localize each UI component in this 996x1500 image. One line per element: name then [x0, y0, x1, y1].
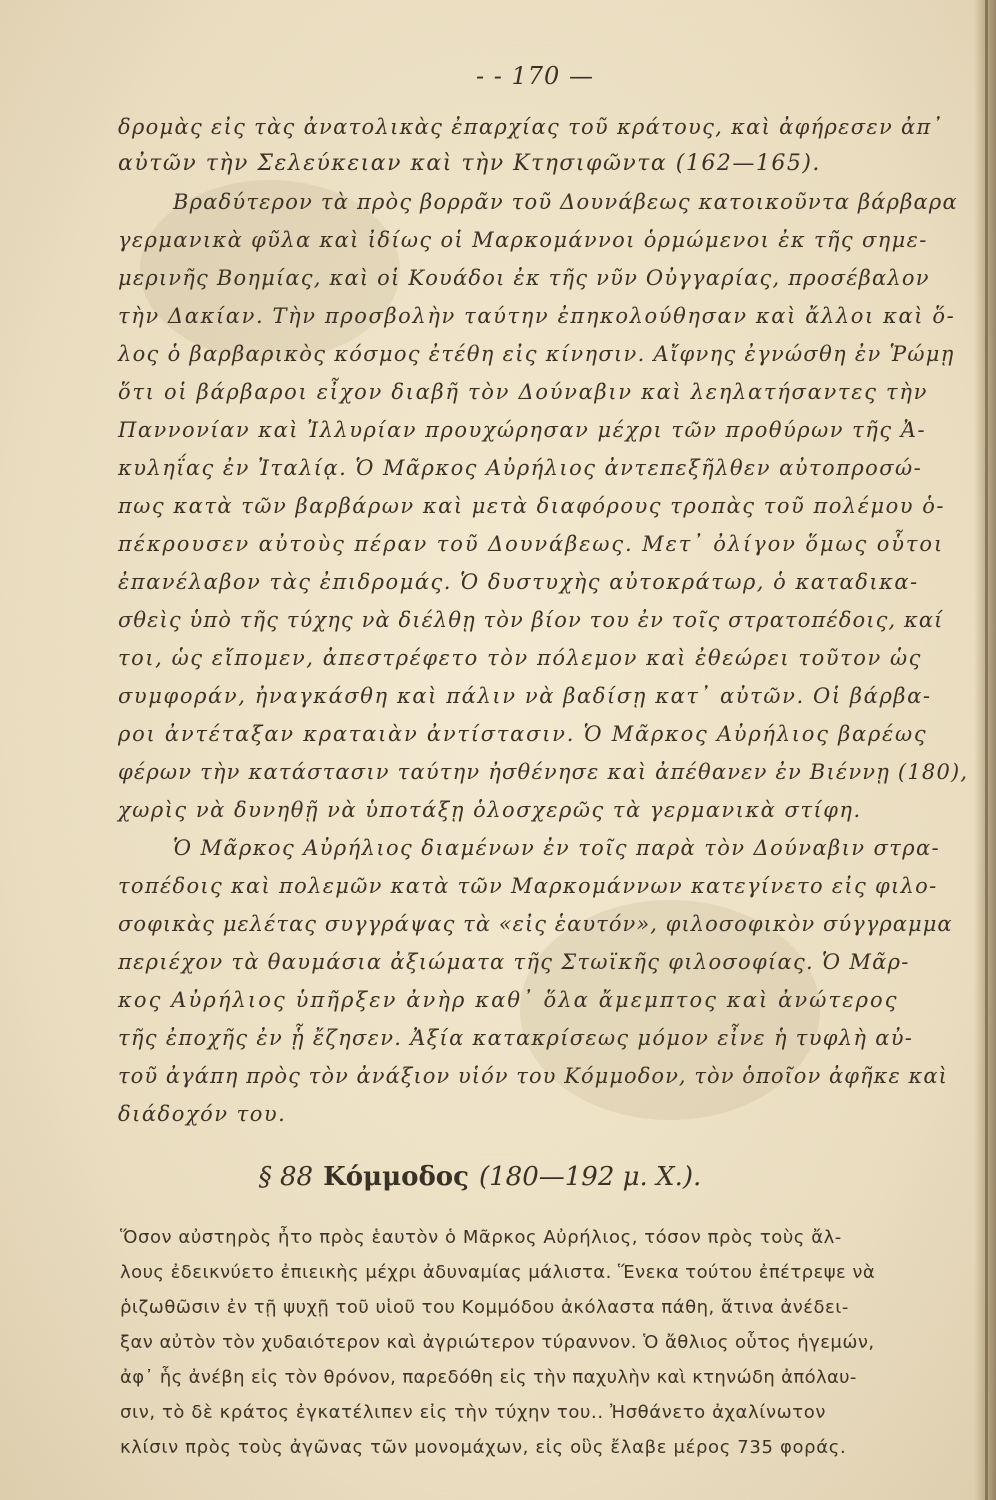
text-line: ὅτι οἱ βάρβαροι εἶχον διαβῆ τὸν Δούναβιν καὶ λεηλατήσαντες τὴν	[118, 380, 929, 404]
small-text-line: Ὅσον αὐστηρὸς ἦτο πρὸς ἑαυτὸν ὁ Μᾶρκος Αὐρήλιος, τόσον πρὸς τοὺς ἄλ-	[120, 1227, 842, 1248]
page-edge-line	[985, 0, 988, 1500]
small-text-line: σιν, τὸ δὲ κράτος ἐγκατέλιπεν εἰς τὴν τύχην του.. Ἠσθάνετο ἀχαλίνωτον	[120, 1402, 826, 1423]
text-line: τοπέδοις καὶ πολεμῶν κατὰ τῶν Μαρκομάννων κατεγίνετο εἰς φιλο-	[118, 874, 938, 898]
text-line: λος ὁ βαρβαρικὸς κόσμος ἐτέθη εἰς κίνησιν. Αἴφνης ἐγνώσθη ἐν Ῥώμῃ	[118, 342, 955, 366]
text-line: περιέχον τὰ θαυμάσια ἀξιώματα τῆς Στωϊκῆς φιλοσοφίας. Ὁ Μᾶρ-	[118, 950, 910, 974]
text-line: Παννονίαν καὶ Ἰλλυρίαν προυχώρησαν μέχρι τῶν προθύρων τῆς Ἀ-	[118, 418, 927, 442]
text-line: κυληΐας ἐν Ἰταλίᾳ. Ὁ Μᾶρκος Αὐρήλιος ἀντεπεξῆλθεν αὐτοπροσώ-	[118, 456, 923, 480]
small-text-line: ξαν αὐτὸν τὸν χυδαιότερον καὶ ἀγριώτερον τύραννον. Ὁ ἄθλιος οὗτος ἡγεμών,	[120, 1332, 875, 1353]
text-line: συμφοράν, ἠναγκάσθη καὶ πάλιν νὰ βαδίσῃ κατ᾽ αὐτῶν. Οἱ βάρβα-	[118, 684, 932, 708]
text-line: πως κατὰ τῶν βαρβάρων καὶ μετὰ διαφόρους τροπὰς τοῦ πολέμου ὁ-	[118, 494, 945, 518]
text-line: φέρων τὴν κατάστασιν ταύτην ἠσθένησε καὶ ἀπέθανεν ἐν Βιέννῃ (180),	[118, 760, 969, 784]
text-line: μερινῆς Βοημίας, καὶ οἱ Κουάδοι ἐκ τῆς νῦν Οὐγγαρίας, προσέβαλον	[118, 266, 930, 290]
text-line: Βραδύτερον τὰ πρὸς βορρᾶν τοῦ Δουνάβεως κατοικοῦντα βάρβαρα	[173, 190, 958, 214]
text-line: πέκρουσεν αὐτοὺς πέραν τοῦ Δουνάβεως. Μετ᾽ ὀλίγον ὅμως οὗτοι	[118, 532, 945, 556]
text-line: Ὁ Μᾶρκος Αὐρήλιος διαμένων ἐν τοῖς παρὰ τὸν Δούναβιν στρα-	[173, 836, 941, 860]
text-line: γερμανικὰ φῦλα καὶ ἰδίως οἱ Μαρκομάννοι ὁρμώμενοι ἐκ τῆς σημε-	[118, 228, 928, 252]
page-number: - - 170 —	[476, 62, 594, 90]
text-line: τοι, ὡς εἴπομεν, ἀπεστρέφετο τὸν πόλεμον καὶ ἐθεώρει τοῦτον ὡς	[118, 646, 922, 670]
section-title: Κόμμοδος	[323, 1162, 469, 1192]
text-line: σοφικὰς μελέτας συγγράψας τὰ «εἰς ἑαυτόν», φιλοσοφικὸν σύγγραμμα	[118, 912, 953, 936]
text-line: τοῦ ἀγάπη πρὸς τὸν ἀνάξιον υἱόν του Κόμμοδον, τὸν ὁποῖον ἀφῆκε καὶ	[118, 1064, 948, 1088]
small-text-line: ῥιζωθῶσιν ἐν τῇ ψυχῇ τοῦ υἱοῦ του Κομμόδου ἀκόλαστα πάθη, ἅτινα ἀνέδει-	[120, 1297, 849, 1318]
section-number: § 88	[258, 1162, 314, 1192]
text-line: τῆς ἐποχῆς ἐν ᾗ ἔζησεν. Ἀξία κατακρίσεως μόμον εἶνε ἡ τυφλὴ αὐ-	[118, 1026, 914, 1050]
text-line: δρομὰς εἰς τὰς ἀνατολικὰς ἐπαρχίας τοῦ κράτους, καὶ ἀφήρεσεν ἀπ᾽	[118, 115, 944, 139]
text-line: ἐπανέλαβον τὰς ἐπιδρομάς. Ὁ δυστυχὴς αὐτοκράτωρ, ὁ καταδικα-	[118, 570, 919, 594]
section-period: (180—192 μ. Χ.).	[478, 1162, 702, 1192]
text-line: χωρὶς νὰ δυνηθῇ νὰ ὑποτάξῃ ὁλοσχερῶς τὰ γερμανικὰ στίφη.	[118, 798, 862, 822]
text-line: ροι ἀντέταξαν κραταιὰν ἀντίστασιν. Ὁ Μᾶρκος Αὐρήλιος βαρέως	[118, 722, 928, 746]
text-line: διάδοχόν του.	[118, 1102, 287, 1126]
text-line: σθεὶς ὑπὸ τῆς τύχης νὰ διέλθῃ τὸν βίον του ἐν τοῖς στρατοπέδοις, καί	[118, 608, 944, 632]
text-line: αὐτῶν τὴν Σελεύκειαν καὶ τὴν Κτησιφῶντα (162—165).	[118, 151, 821, 176]
text-line: τὴν Δακίαν. Τὴν προσβολὴν ταύτην ἐπηκολούθησαν καὶ ἄλλοι καὶ ὅ-	[118, 304, 956, 328]
text-line: κος Αὐρήλιος ὑπῆρξεν ἀνὴρ καθ᾽ ὅλα ἄμεμπτος καὶ ἀνώτερος	[118, 988, 899, 1012]
section-heading	[0, 1162, 980, 1192]
small-text-line: ἀφ᾽ ἧς ἀνέβη εἰς τὸν θρόνον, παρεδόθη εἰς τὴν παχυλὴν καὶ κτηνώδη ἀπόλαυ-	[120, 1367, 857, 1388]
small-text-line: λους ἐδεικνύετο ἐπιεικὴς μέχρι ἀδυναμίας μάλιστα. Ἕνεκα τούτου ἐπέτρεψε νὰ	[120, 1262, 876, 1283]
small-text-line: κλίσιν πρὸς τοὺς ἀγῶνας τῶν μονομάχων, εἰς οὓς ἔλαβε μέρος 735 φοράς.	[120, 1437, 847, 1458]
